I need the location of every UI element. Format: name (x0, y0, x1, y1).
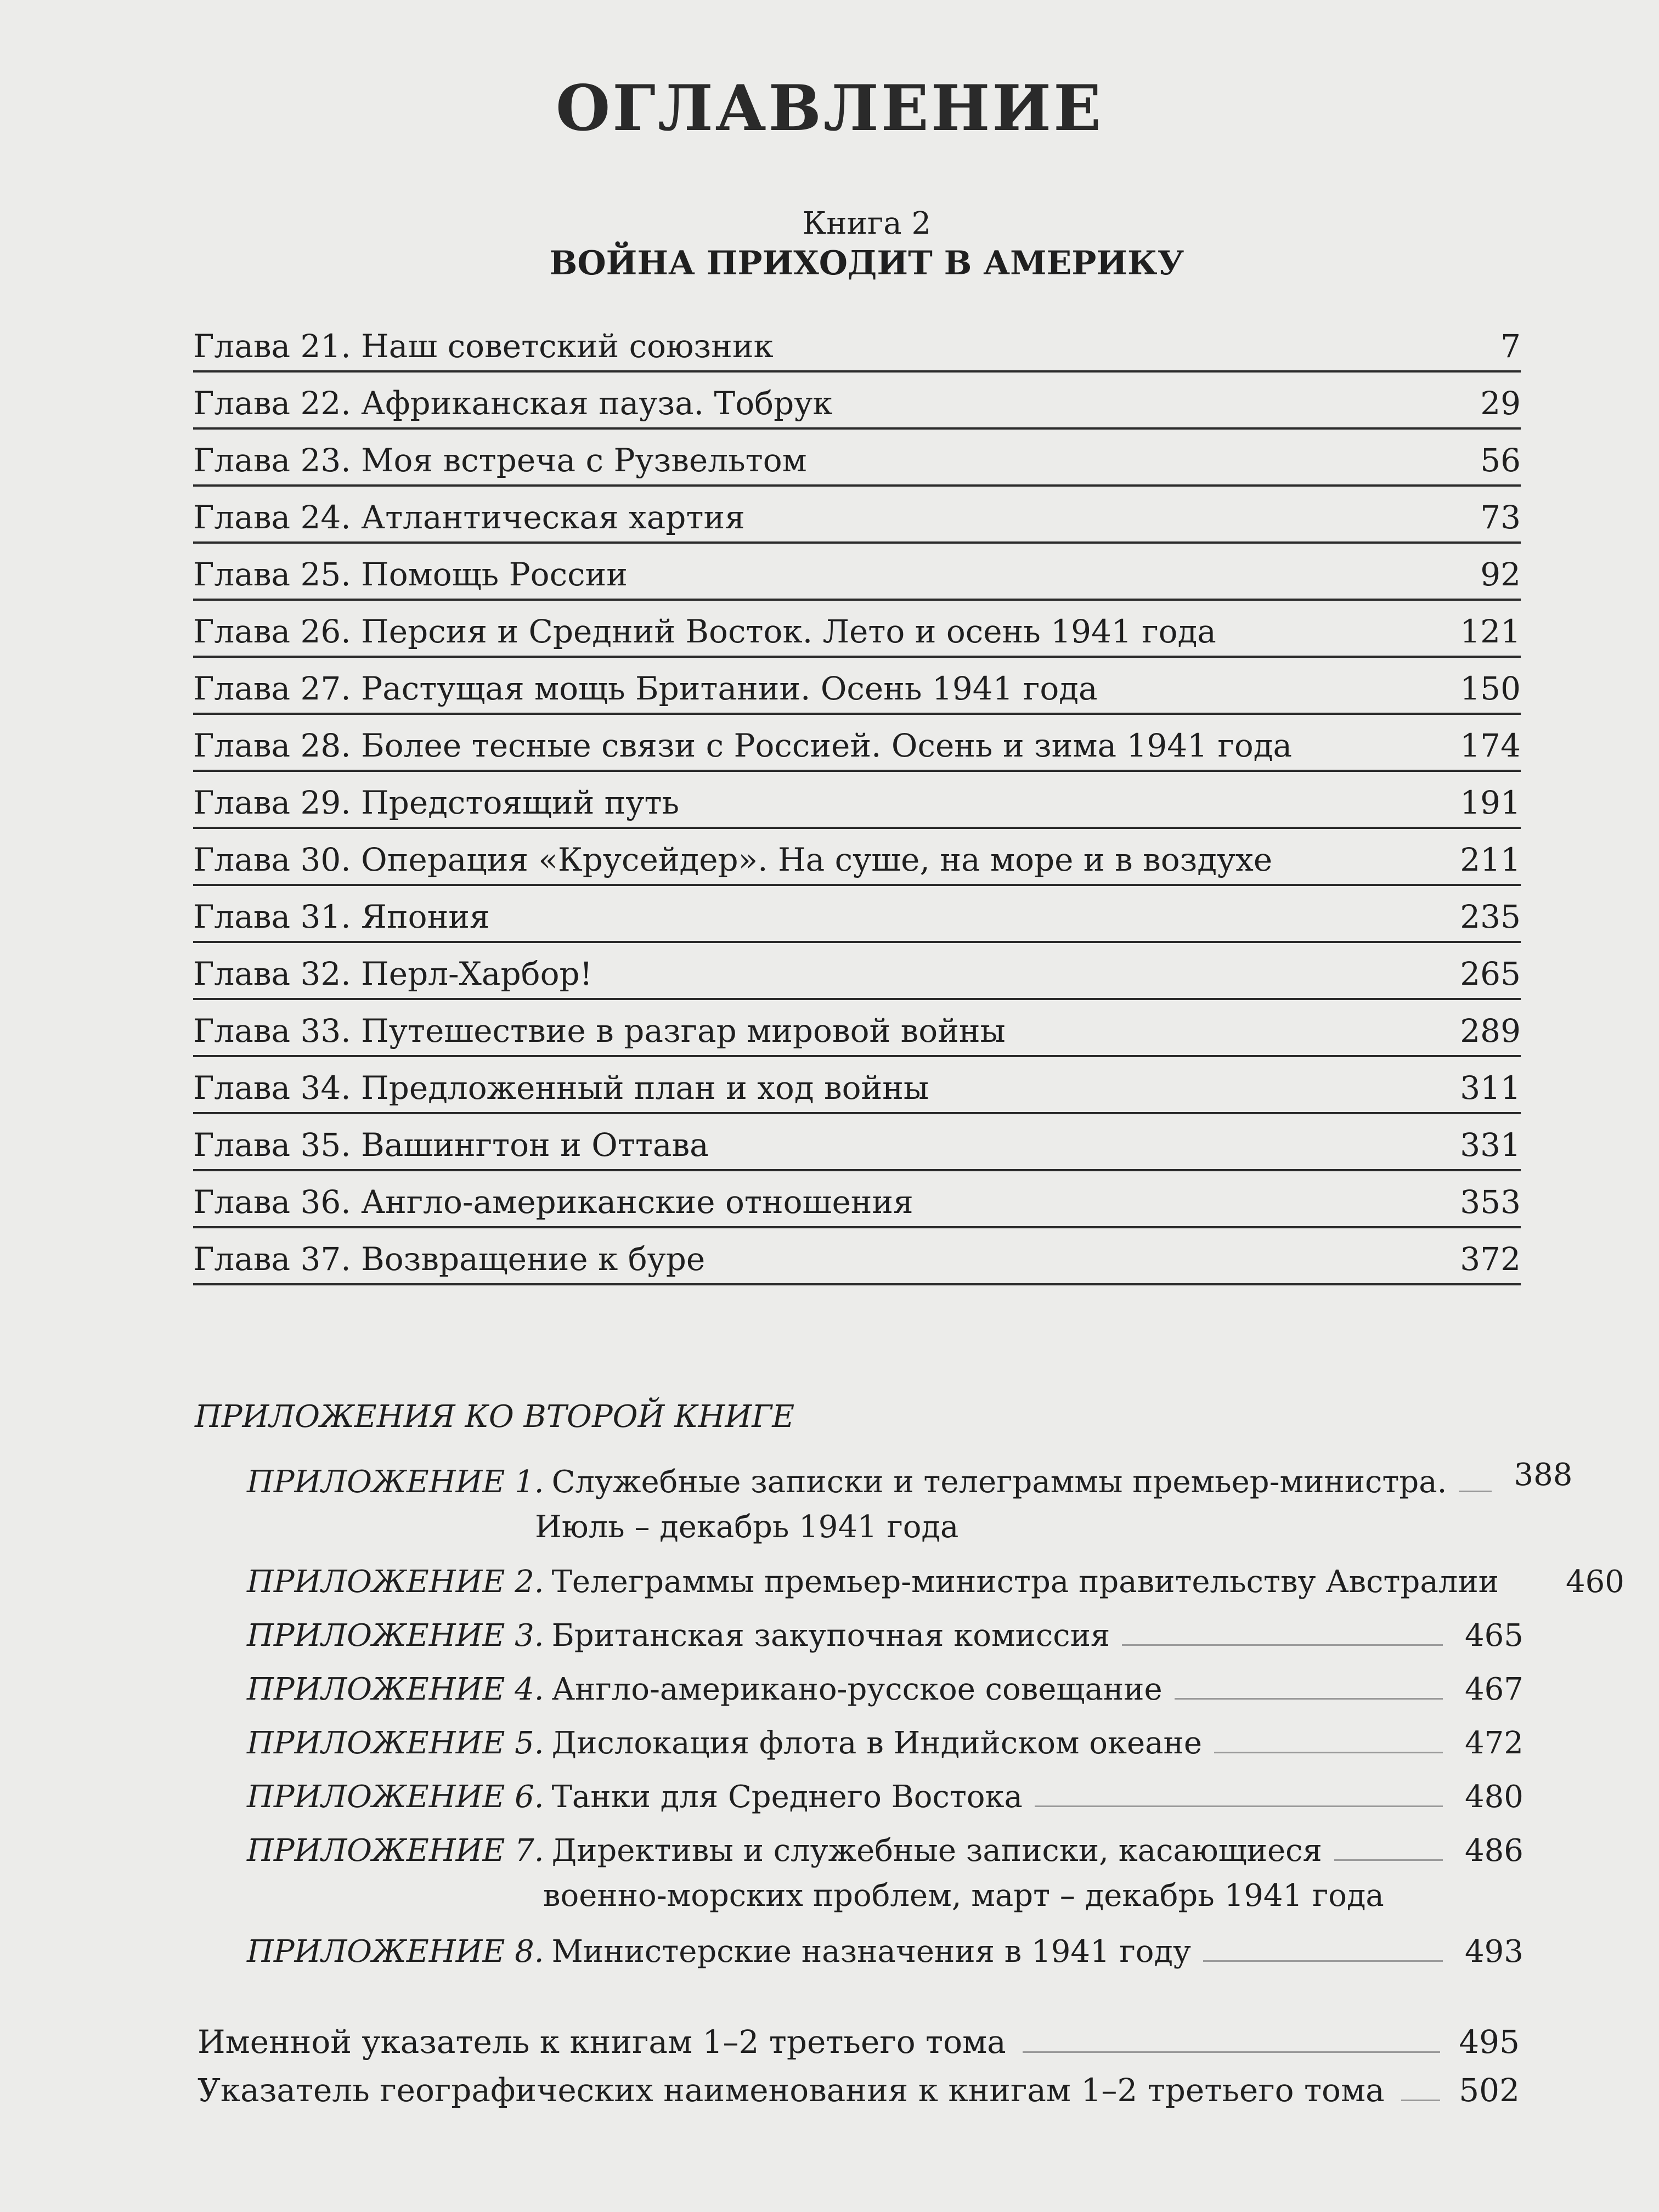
chapter-page: 150 (1460, 670, 1521, 707)
chapter-page: 331 (1460, 1126, 1521, 1164)
appendices-heading: ПРИЛОЖЕНИЯ КО ВТОРОЙ КНИГЕ (195, 1399, 795, 1435)
chapter-page: 311 (1460, 1069, 1521, 1107)
appendix-row (247, 1815, 1523, 1916)
chapter-row (193, 487, 1521, 544)
appendix-label: ПРИЛОЖЕНИЕ 2. (247, 1564, 544, 1600)
appendix-row (247, 1654, 1523, 1707)
chapter-row (193, 430, 1521, 487)
leader-line (1334, 1859, 1443, 1861)
chapter-row (193, 829, 1521, 886)
appendix-text-continued: Июль – декабрь 1941 года (535, 1509, 959, 1545)
chapter-page: 56 (1480, 442, 1521, 479)
leader-line (1214, 1752, 1443, 1753)
appendix-page: 493 (1465, 1934, 1523, 1970)
index-row (198, 2062, 1520, 2109)
appendix-text: Министерские назначения в 1941 году (551, 1934, 1191, 1970)
chapter-title: Глава 32. Перл-Харбор! (193, 955, 592, 992)
chapter-row (193, 943, 1521, 1000)
chapter-page: 174 (1460, 727, 1521, 764)
appendix-row (247, 1761, 1523, 1815)
appendix-text: Англо-американо-русское совещание (551, 1672, 1163, 1707)
appendix-text: Служебные записки и телеграммы премьер-министра. (551, 1464, 1447, 1500)
chapter-page: 289 (1460, 1012, 1521, 1049)
chapter-title: Глава 24. Атлантическая хартия (193, 499, 745, 536)
appendix-row (247, 1916, 1523, 1970)
chapter-row (193, 715, 1521, 772)
chapter-title: Глава 33. Путешествие в разгар мировой войны (193, 1012, 1006, 1049)
index-text: Именной указатель к книгам 1–2 третьего тома (198, 2023, 1006, 2061)
chapter-page: 353 (1460, 1183, 1521, 1221)
chapter-row (193, 544, 1521, 601)
appendix-label: ПРИЛОЖЕНИЕ 5. (247, 1725, 544, 1761)
chapter-page: 7 (1500, 328, 1521, 365)
chapter-title: Глава 26. Персия и Средний Восток. Лето и осень 1941 года (193, 613, 1216, 650)
book-title: ВОЙНА ПРИХОДИТ В АМЕРИКУ (549, 244, 1184, 283)
book-label: Книга 2 (802, 206, 932, 241)
appendix-label: ПРИЛОЖЕНИЕ 4. (247, 1672, 544, 1707)
chapter-title: Глава 37. Возвращение к буре (193, 1240, 706, 1278)
chapter-row (193, 1228, 1521, 1285)
chapter-title: Глава 22. Африканская пауза. Тобрук (193, 385, 833, 422)
chapter-row (193, 601, 1521, 658)
chapter-row (193, 772, 1521, 829)
appendix-page: 465 (1465, 1618, 1523, 1654)
index-row (198, 2013, 1520, 2061)
chapter-row (193, 1114, 1521, 1171)
appendix-label: ПРИЛОЖЕНИЕ 6. (247, 1779, 544, 1815)
appendix-row (247, 1545, 1624, 1600)
index-page: 495 (1459, 2023, 1520, 2061)
chapter-title: Глава 30. Операция «Крусейдер». На суше, на море и в воздухе (193, 841, 1273, 878)
leader-line (1401, 2100, 1441, 2101)
appendix-text: Британская закупочная комиссия (551, 1618, 1110, 1654)
appendix-list (247, 1455, 1624, 1970)
appendix-page: 388 (1514, 1457, 1573, 1493)
chapter-title: Глава 27. Растущая мощь Британии. Осень 1941 года (193, 670, 1098, 707)
chapter-page: 121 (1460, 613, 1521, 650)
chapter-title: Глава 36. Англо-американские отношения (193, 1183, 913, 1221)
chapter-page: 372 (1460, 1240, 1521, 1278)
appendix-row (247, 1600, 1523, 1654)
chapter-row (193, 373, 1521, 430)
chapter-page: 92 (1480, 556, 1521, 593)
appendix-label: ПРИЛОЖЕНИЕ 8. (247, 1934, 544, 1970)
chapter-page: 211 (1460, 841, 1521, 878)
leader-line (1175, 1698, 1443, 1700)
chapter-title: Глава 28. Более тесные связи с Россией. Осень и зима 1941 года (193, 727, 1293, 764)
index-text: Указатель географических наименования к книгам 1–2 третьего тома (198, 2072, 1385, 2109)
chapter-title: Глава 34. Предложенный план и ход войны (193, 1069, 929, 1107)
leader-line (1122, 1644, 1443, 1646)
chapter-title: Глава 23. Моя встреча с Рузвельтом (193, 442, 807, 479)
chapter-page: 191 (1460, 784, 1521, 821)
chapter-title: Глава 29. Предстоящий путь (193, 784, 680, 821)
appendix-page: 460 (1565, 1564, 1624, 1600)
appendix-text: Танки для Среднего Востока (551, 1779, 1023, 1815)
chapter-title: Глава 31. Япония (193, 898, 490, 935)
chapter-page: 29 (1480, 385, 1521, 422)
appendix-text-continued: военно-морских проблем, март – декабрь 1941 года (543, 1878, 1384, 1914)
chapter-row (193, 1000, 1521, 1057)
appendix-text: Дислокация флота в Индийском океане (551, 1725, 1202, 1761)
appendix-page: 467 (1465, 1672, 1523, 1707)
chapter-row (193, 886, 1521, 943)
appendix-row (247, 1455, 1573, 1545)
appendix-page: 480 (1465, 1779, 1523, 1815)
chapter-page: 235 (1460, 898, 1521, 935)
appendix-label: ПРИЛОЖЕНИЕ 1. (247, 1464, 544, 1500)
leader-line (1203, 1960, 1443, 1962)
chapter-page: 265 (1460, 955, 1521, 992)
chapter-title: Глава 21. Наш советский союзник (193, 328, 774, 365)
appendix-text: Директивы и служебные записки, касающиеся (551, 1833, 1322, 1869)
chapter-row (193, 658, 1521, 715)
appendix-page: 472 (1465, 1725, 1523, 1761)
chapter-row (193, 1057, 1521, 1114)
appendix-page: 486 (1465, 1833, 1523, 1869)
leader-line (1035, 1805, 1443, 1807)
chapter-title: Глава 25. Помощь России (193, 556, 628, 593)
chapter-row (193, 321, 1521, 373)
appendix-row (247, 1707, 1523, 1761)
page-title: ОГЛАВЛЕНИЕ (555, 71, 1104, 145)
appendix-label: ПРИЛОЖЕНИЕ 3. (247, 1618, 544, 1654)
index-page: 502 (1459, 2072, 1520, 2109)
appendix-label: ПРИЛОЖЕНИЕ 7. (247, 1833, 544, 1869)
chapter-title: Глава 35. Вашингтон и Оттава (193, 1126, 709, 1164)
chapter-list (193, 321, 1521, 1285)
leader-line (1023, 2051, 1441, 2053)
appendix-text: Телеграммы премьер-министра правительству Австралии (551, 1564, 1499, 1600)
chapter-row (193, 1171, 1521, 1228)
leader-line (1459, 1491, 1492, 1492)
chapter-page: 73 (1480, 499, 1521, 536)
